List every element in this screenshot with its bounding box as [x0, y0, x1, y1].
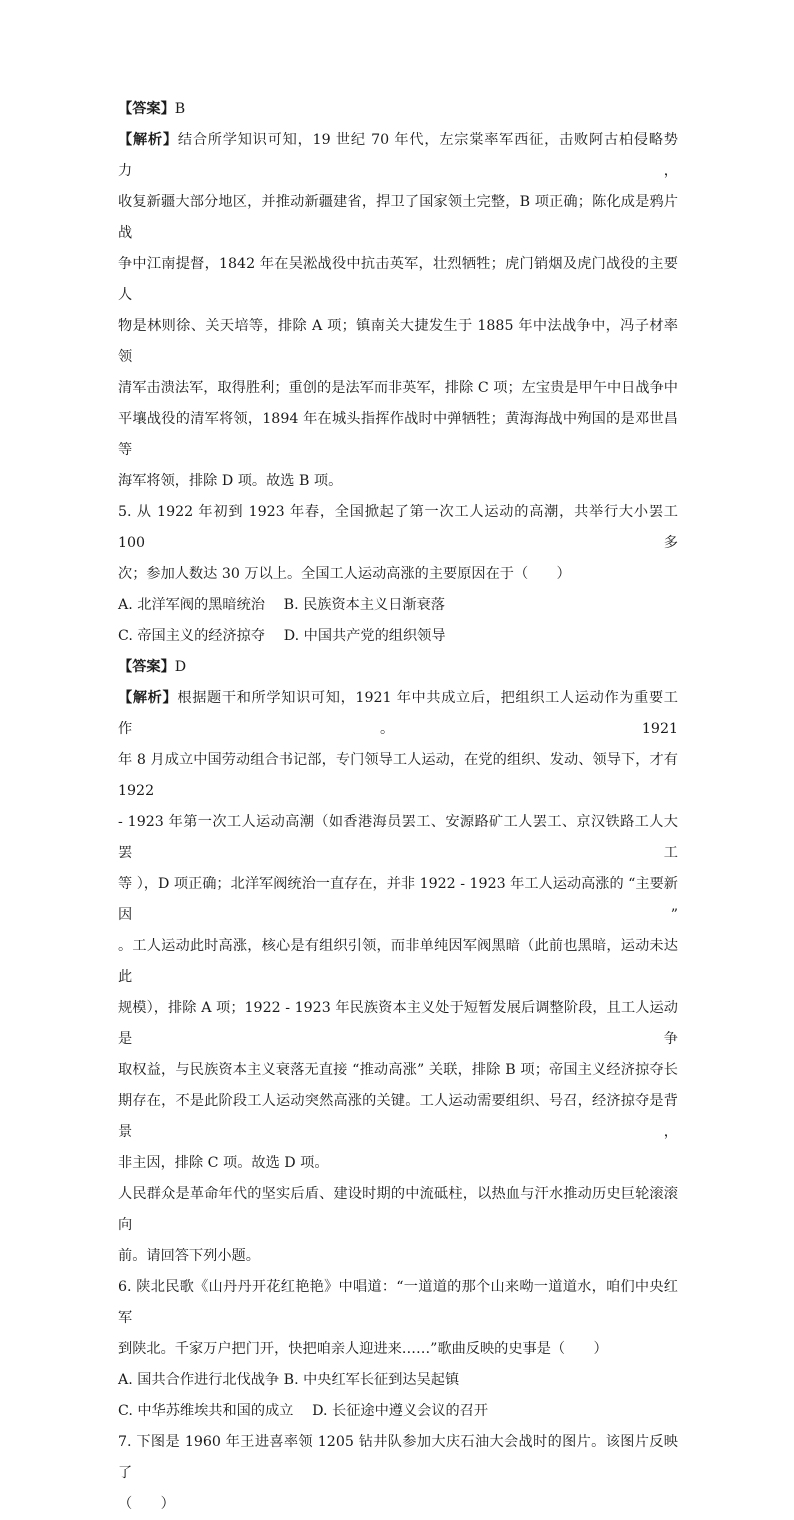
document-page: [118, 94, 678, 1520]
analysis-line: 等 ），D 项正确；北洋军阀统治一直存在，并非 1922 - 1923 年工人运动高涨的 “主要新因”: [118, 876, 678, 923]
analysis-line: 平壤战役的清军将领，1894 年在城头指挥作战时中弹牺牲；黄海海战中殉国的是邓世昌等: [118, 411, 678, 458]
q5-answer: [118, 652, 678, 683]
analysis-line: 收复新疆大部分地区，并推动新疆建省，捍卫了国家领土完整，B 项正确；陈化成是鸦片战: [118, 194, 678, 241]
question-5: [118, 497, 678, 652]
answer-tag: 【答案】: [118, 659, 175, 675]
analysis-tag: 【解析】: [118, 132, 178, 148]
analysis-line: 物是林则徐、关天培等，排除 A 项；镇南关大捷发生于 1885 年中法战争中，冯子材率领: [118, 318, 678, 365]
options-row: A. 国共合作进行北伐战争 B. 中央红军长征到达吴起镇: [118, 1372, 460, 1388]
question-stem-line: （ ）: [118, 1496, 175, 1512]
answer-tag: 【答案】: [118, 101, 175, 117]
intro-line: 前。请回答下列小题。: [118, 1248, 260, 1264]
analysis-line: 取权益，与民族资本主义衰落无直接 “推动高涨” 关联，排除 B 项；帝国主义经济掠夺长: [118, 1062, 678, 1078]
answer-value: D: [174, 659, 187, 675]
question-stem-line: 6. 陕北民歌《山丹丹开花红艳艳》中唱道：“一道道的那个山来呦一道道水，咱们中央红军: [118, 1279, 678, 1326]
options-row: C. 中华苏维埃共和国的成立 D. 长征途中遵义会议的召开: [118, 1403, 489, 1419]
analysis-tag: 【解析】: [118, 690, 178, 706]
options-row: A. 北洋军阀的黑暗统治 B. 民族资本主义日渐衰落: [118, 597, 445, 613]
q4-answer: [118, 94, 678, 125]
answer-value: B: [174, 101, 186, 117]
analysis-line: 海军将领，排除 D 项。故选 B 项。: [118, 473, 343, 489]
question-stem-line: 7. 下图是 1960 年王进喜率领 1205 钻井队参加大庆石油大会战时的图片。该图片反映了: [118, 1434, 678, 1481]
section-intro: [118, 1179, 678, 1272]
options-row: C. 帝国主义的经济掠夺 D. 中国共产党的组织领导: [118, 628, 446, 644]
question-stem-line: 5. 从 1922 年初到 1923 年春，全国掀起了第一次工人运动的高潮，共举行大小罢工 100 多: [118, 504, 678, 551]
analysis-line: 争中江南提督，1842 年在吴淞战役中抗击英军，壮烈牺牲；虎门销烟及虎门战役的主要人: [118, 256, 678, 303]
analysis-line: 【解析】结合所学知识可知，19 世纪 70 年代，左宗棠率军西征，击败阿古柏侵略势力，: [118, 132, 678, 179]
analysis-line: 。工人运动此时高涨，核心是有组织引领，而非单纯因军阀黑暗（此前也黑暗，运动未达此: [118, 938, 678, 985]
analysis-line: 期存在，不是此阶段工人运动突然高涨的关键。工人运动需要组织、号召，经济掠夺是背景，: [118, 1093, 678, 1140]
intro-line: 人民群众是革命年代的坚实后盾、建设时期的中流砥柱，以热血与汗水推动历史巨轮滚滚向: [118, 1186, 678, 1233]
question-6: [118, 1272, 678, 1427]
q5-analysis: [118, 683, 678, 1179]
analysis-line: 规模），排除 A 项；1922 - 1923 年民族资本主义处于短暂发展后调整阶段，且工人运动是争: [118, 1000, 678, 1047]
analysis-line: 年 8 月成立中国劳动组合书记部，专门领导工人运动，在党的组织、发动、领导下，才有 1922: [118, 752, 678, 799]
analysis-line: 【解析】根据题干和所学知识可知，1921 年中共成立后，把组织工人运动作为重要工作。1921: [118, 690, 678, 737]
analysis-line: - 1923 年第一次工人运动高潮（如香港海员罢工、安源路矿工人罢工、京汉铁路工人大罢工: [118, 814, 678, 861]
question-7: [118, 1427, 678, 1520]
q4-analysis: [118, 125, 678, 497]
analysis-line: 清军击溃法军，取得胜利；重创的是法军而非英军，排除 C 项；左宝贵是甲午中日战争中: [118, 380, 678, 396]
analysis-line: 非主因，排除 C 项。故选 D 项。: [118, 1155, 329, 1171]
question-stem-line: 到陕北。千家万户把门开，快把咱亲人迎进来……”歌曲反映的史事是（ ）: [118, 1341, 608, 1357]
question-stem-line: 次；参加人数达 30 万以上。全国工人运动高涨的主要原因在于（ ）: [118, 566, 571, 582]
